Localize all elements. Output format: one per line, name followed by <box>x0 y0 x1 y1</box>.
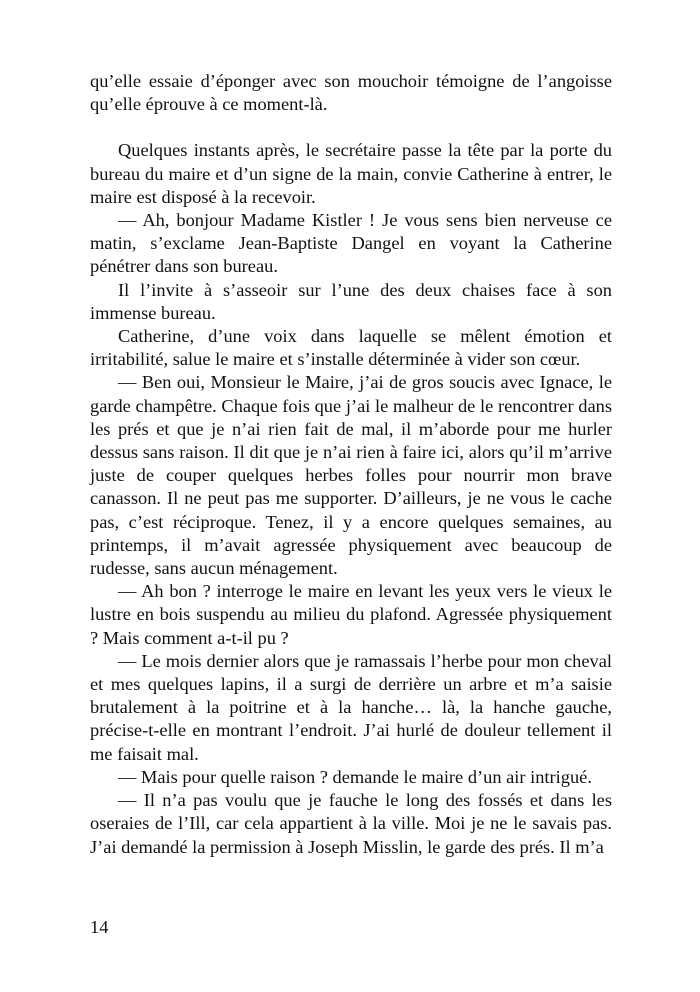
paragraph-continuation: qu’elle essaie d’éponger avec son mouchoir témoigne de l’angoisse qu’elle éprouve à ce moment-là. <box>90 71 612 115</box>
section-break <box>90 116 612 139</box>
paragraph-dialogue: — Ben oui, Monsieur le Maire, j’ai de gros soucis avec Ignace, le garde champêtre. Chaque fois que j’ai le malheur de le rencontrer dans les prés et que je n’ai rien fait de mal, il m’aborde pour me hurler dessus sans raison. Il dit que je n’ai rien à faire ici, alors qu’il m’arrive juste de couper quelques herbes folles pour nourrir mon brave canasson. Il ne peut pas me supporter. D’ailleurs, je ne vous le cache pas, c’est réciproque. Tenez, il y a encore quelques semaines, au printemps, il m’avait agressée physiquement avec beaucoup de rudesse, sans aucun ménagement. <box>90 372 612 579</box>
paragraph-dialogue: — Le mois dernier alors que je ramassais l’herbe pour mon cheval et mes quelques lapins, il a surgi de derrière un arbre et m’a saisie brutalement à la poitrine et à la hanche… là, la hanche gauche, précise-t-elle en montrant l’endroit. J’ai hurlé de douleur tellement il me faisait mal. <box>90 650 612 764</box>
paragraph: Il l’invite à s’asseoir sur l’une des deux chaises face à son immense bureau. <box>90 279 612 323</box>
paragraph-dialogue: — Ah bon ? interroge le maire en levant les yeux vers le vieux le lustre en bois suspendu au milieu du plafond. Agressée physiquement ? Mais comment a-t-il pu ? <box>90 581 612 648</box>
page-number: 14 <box>90 917 109 937</box>
paragraph-dialogue: — Ah, bonjour Madame Kistler ! Je vous sens bien nerveuse ce matin, s’exclame Jean-Baptiste Dangel en voyant la Catherine pénétrer dans son bureau. <box>90 210 612 277</box>
page-body <box>90 70 612 859</box>
paragraph-dialogue: — Il n’a pas voulu que je fauche le long des fossés et dans les oseraies de l’Ill, car cela appartient à la ville. Moi je ne le savais pas. J’ai demandé la permission à Joseph Misslin, le garde des prés. Il m’a <box>90 790 612 857</box>
paragraph: Quelques instants après, le secrétaire passe la tête par la porte du bureau du maire et d’un signe de la main, convie Catherine à entrer, le maire est disposé à la recevoir. <box>90 140 612 207</box>
paragraph: Catherine, d’une voix dans laquelle se mêlent émotion et irritabilité, salue le maire et s’installe déterminée à vider son cœur. <box>90 326 612 370</box>
paragraph-dialogue: — Mais pour quelle raison ? demande le maire d’un air intrigué. <box>118 766 592 787</box>
